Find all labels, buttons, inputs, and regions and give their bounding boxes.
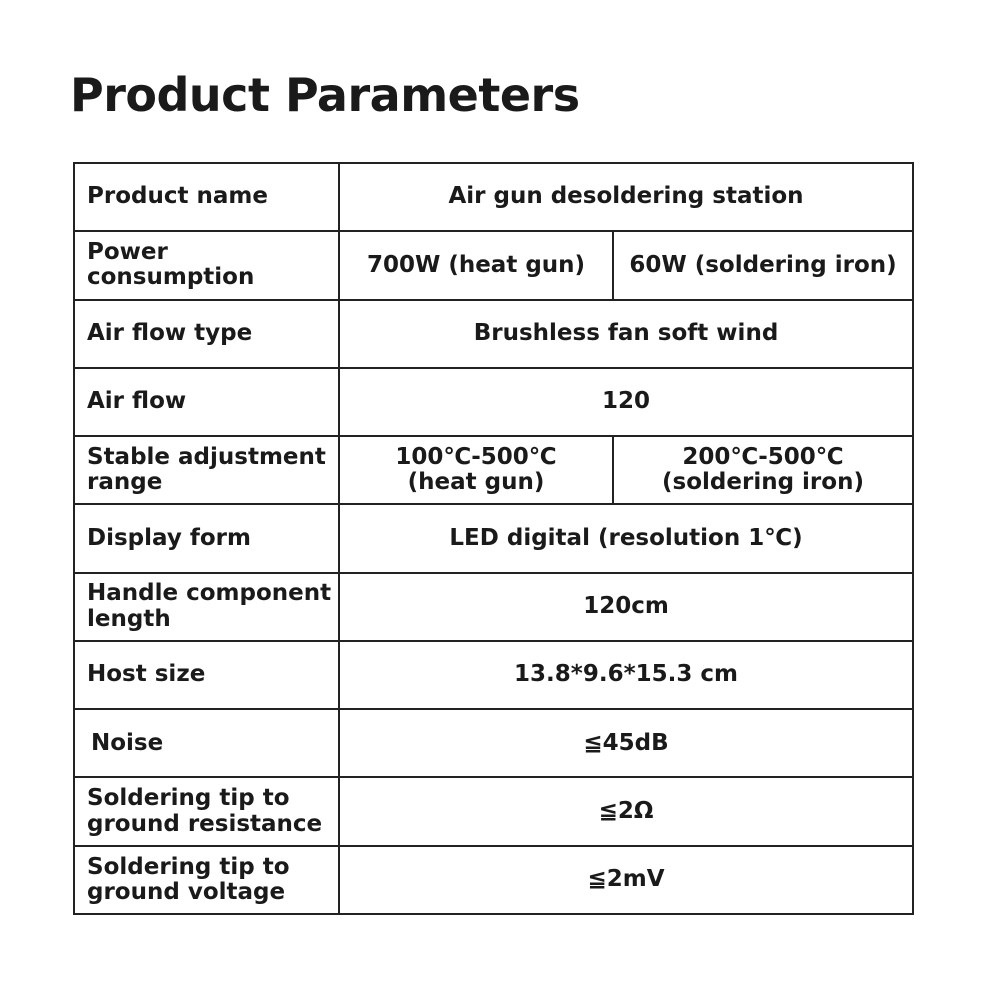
table-row-display-form xyxy=(74,504,913,572)
row-value: 120 xyxy=(339,368,913,436)
row-label-text: Noise xyxy=(91,729,164,756)
row-value: 120cm xyxy=(339,573,913,641)
row-label-text: Stable adjustment range xyxy=(87,443,326,496)
table-row-noise xyxy=(74,709,913,777)
row-label xyxy=(74,368,339,436)
parameters-table xyxy=(73,162,914,915)
row-label xyxy=(74,777,339,845)
row-value: Air gun desoldering station xyxy=(339,163,913,231)
row-label xyxy=(74,300,339,368)
table-row-air-flow-type xyxy=(74,300,913,368)
table-row-stable-adjustment-range xyxy=(74,436,913,504)
row-label-text: Power consumption xyxy=(87,239,255,291)
row-label xyxy=(74,641,339,709)
row-value: ≦45dB xyxy=(339,709,913,777)
table-row-ground-resistance xyxy=(74,777,913,845)
row-label xyxy=(74,709,339,777)
row-label xyxy=(74,504,339,572)
row-value: ≦2mV xyxy=(339,846,913,914)
row-label-text: Air flow xyxy=(87,388,187,415)
table-row-air-flow xyxy=(74,368,913,436)
table-row-handle-component-length xyxy=(74,573,913,641)
row-label-text: Soldering tip to ground resistance xyxy=(87,785,323,837)
row-value-heat-gun xyxy=(339,436,613,504)
row-value-soldering-iron: 60W (soldering iron) xyxy=(613,231,913,299)
table-row-ground-voltage xyxy=(74,846,913,914)
row-value-text: 200℃-500℃ (soldering iron) xyxy=(662,443,864,496)
row-label-text: Host size xyxy=(87,661,206,688)
row-value-text: 100℃-500℃ (heat gun) xyxy=(395,443,557,496)
page-title: Product Parameters xyxy=(70,68,580,122)
row-label xyxy=(74,436,339,504)
row-label-text: Air flow type xyxy=(87,320,253,347)
row-value: LED digital (resolution 1℃) xyxy=(339,504,913,572)
row-value-heat-gun: 700W (heat gun) xyxy=(339,231,613,299)
row-label-text: Handle component length xyxy=(87,580,332,632)
row-label xyxy=(74,846,339,914)
row-value: 13.8*9.6*15.3 cm xyxy=(339,641,913,709)
row-label xyxy=(74,573,339,641)
row-value: ≦2Ω xyxy=(339,777,913,845)
row-label-text: Soldering tip to ground voltage xyxy=(87,853,290,905)
row-label-text: Display form xyxy=(87,524,251,551)
row-value-soldering-iron xyxy=(613,436,913,504)
row-label xyxy=(74,231,339,299)
row-label-text: Product name xyxy=(87,183,268,210)
table-row-power-consumption xyxy=(74,231,913,299)
row-label xyxy=(74,163,339,231)
table-row-host-size xyxy=(74,641,913,709)
table-row-product-name xyxy=(74,163,913,231)
row-value: Brushless fan soft wind xyxy=(339,300,913,368)
